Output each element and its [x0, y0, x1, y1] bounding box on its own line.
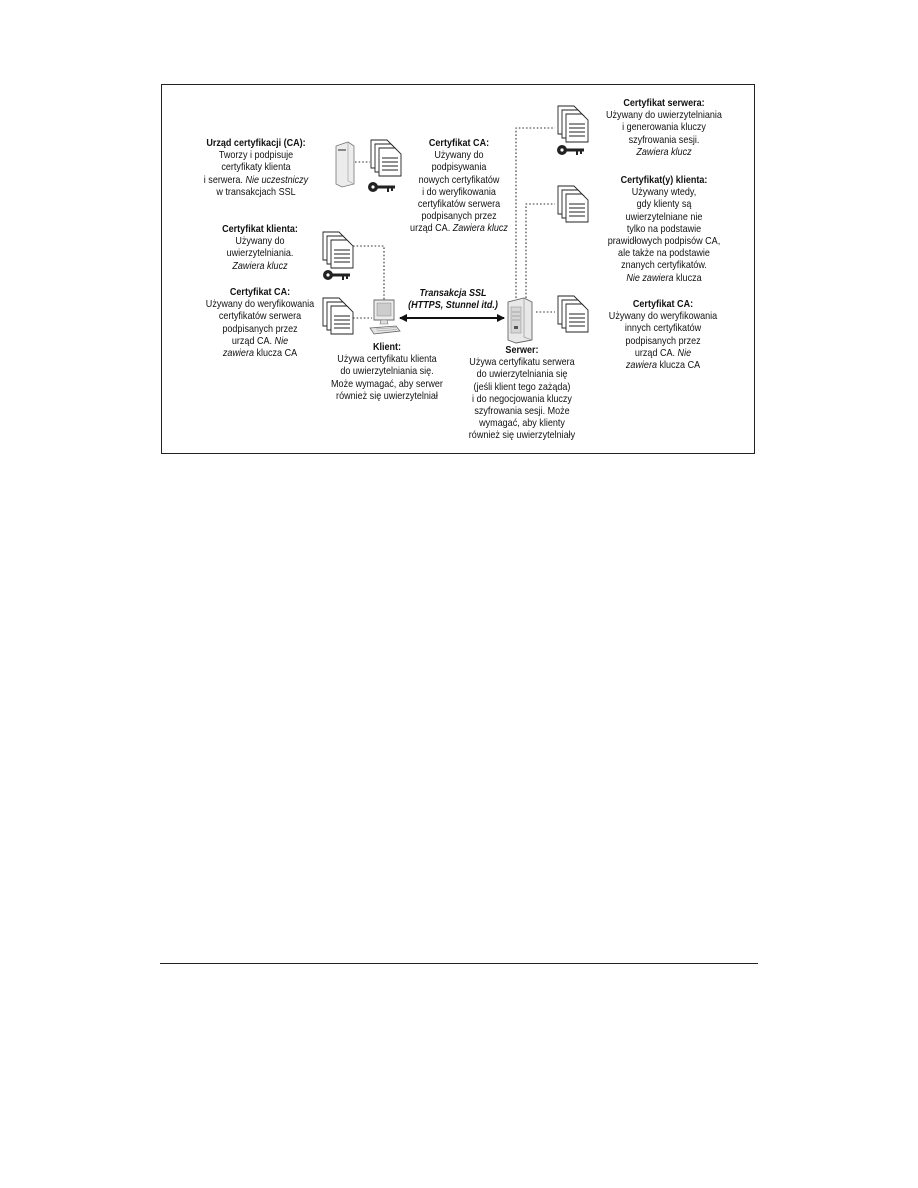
- ca-cert-top-line: urząd CA.: [410, 222, 453, 235]
- ca-authority-label: [196, 137, 316, 198]
- workstation-icon: [368, 298, 402, 338]
- ca-authority-emphasis: Nie uczestniczy: [245, 173, 309, 186]
- ca-cert-client-label: [203, 286, 317, 359]
- client-certs-known-line: prawidłowych podpisów CA,: [607, 235, 721, 248]
- footer-rule: [160, 963, 758, 964]
- ca-cert-server-line: urząd CA.: [634, 346, 678, 359]
- server-line: również się uwierzytelniały: [468, 429, 576, 442]
- client-certs-known-line: Używany wtedy,: [631, 186, 697, 199]
- server-cert-link-line: [516, 128, 555, 298]
- server-label: [464, 344, 581, 442]
- server-line: do uwierzytelniania się: [476, 368, 568, 381]
- key-icon: [367, 180, 397, 194]
- server-cert-emphasis: Zawiera klucz: [636, 145, 692, 158]
- client-cert-line: uwierzytelniania.: [226, 247, 294, 260]
- ca-cert-client-line: Używany do weryfikowania: [205, 298, 315, 311]
- ca-cert-client-line: urząd CA.: [231, 334, 275, 347]
- ca-cert-top-title: Certyfikat CA:: [428, 137, 490, 149]
- server-line: szyfrowania sesji. Może: [474, 405, 570, 418]
- document-stack-icon: [556, 184, 590, 224]
- ca-cert-server-label: [603, 298, 723, 371]
- ca-cert-server-emphasis: Nie: [677, 346, 692, 359]
- client-certs-known-line: znanych certyfikatów.: [621, 259, 707, 272]
- client-line: również się uwierzytelniał: [336, 389, 438, 402]
- key-icon: [556, 143, 586, 157]
- server-line: (jeśli klient tego zażąda): [473, 380, 571, 393]
- client-cert-link-line: [353, 246, 384, 300]
- ca-cert-client-line: klucza CA: [253, 347, 298, 360]
- client-certs-link-line: [526, 204, 555, 298]
- server-line: Używa certyfikatu serwera: [469, 356, 575, 369]
- ssl-transaction-line: Transakcja SSL: [419, 287, 487, 299]
- client-certs-known-line: gdy klienty są: [636, 198, 692, 211]
- ca-cert-server-line: innych certyfikatów: [624, 322, 702, 335]
- ca-cert-server-title: Certyfikat CA:: [632, 298, 694, 310]
- ssl-transaction-label: [405, 287, 501, 311]
- client-line: Używa certyfikatu klienta: [337, 353, 437, 366]
- client-certs-known-label: [602, 174, 726, 284]
- ca-authority-title: Urząd certyfikacji (CA):: [206, 137, 306, 149]
- server-cert-label: [602, 97, 726, 158]
- ca-cert-client-line: certyfikatów serwera: [218, 310, 302, 323]
- document-stack-icon: [556, 104, 590, 144]
- ca-cert-client-line: podpisanych przez: [222, 322, 298, 335]
- ca-cert-server-line: Używany do weryfikowania: [608, 310, 718, 323]
- ca-cert-client-title: Certyfikat CA:: [229, 286, 291, 298]
- ca-cert-top-line: nowych certyfikatów: [418, 173, 500, 186]
- client-title: Klient:: [372, 341, 402, 353]
- ca-cert-client-emphasis: zawiera: [222, 347, 254, 360]
- document-stack-icon: [321, 296, 355, 336]
- ca-cert-server-line: klucza CA: [656, 359, 701, 372]
- client-cert-emphasis: Zawiera klucz: [232, 259, 288, 272]
- ca-authority-line: w transakcjach SSL: [216, 185, 296, 198]
- ca-authority-line: certyfikaty klienta: [221, 161, 291, 174]
- client-cert-label: [214, 223, 307, 272]
- ca-cert-server-emphasis: zawiera: [625, 359, 657, 372]
- ca-cert-server-line: podpisanych przez: [625, 334, 701, 347]
- document-stack-icon: [321, 230, 355, 270]
- ca-cert-top-emphasis: Zawiera klucz: [452, 222, 508, 235]
- client-certs-known-line: ale także na podstawie: [618, 247, 710, 260]
- ca-authority-line: i serwera.: [203, 173, 246, 186]
- client-certs-known-emphasis: Nie zawiera: [626, 271, 674, 284]
- ssl-transaction-line: (HTTPS, Stunnel itd.): [408, 299, 498, 312]
- ca-authority-line: Tworzy i podpisuje: [218, 149, 294, 162]
- client-certs-known-title: Certyfikat(y) klienta:: [620, 174, 708, 186]
- client-certs-known-line: klucza: [673, 271, 702, 284]
- client-certs-known-line: tylko na podstawie: [626, 222, 702, 235]
- client-line: do uwierzytelniania się.: [340, 365, 434, 378]
- server-cert-line: szyfrowania sesji.: [628, 133, 700, 146]
- server-tower-icon: [332, 140, 356, 188]
- ca-cert-top-line: certyfikatów serwera: [417, 198, 501, 211]
- server-title: Serwer:: [505, 344, 539, 356]
- client-line: Może wymagać, aby serwer: [331, 377, 443, 390]
- client-label: [329, 341, 444, 402]
- client-cert-title: Certyfikat klienta:: [222, 223, 298, 235]
- ca-cert-client-emphasis: Nie: [274, 334, 289, 347]
- ca-cert-top-line: podpisanych przez: [421, 210, 497, 223]
- server-cert-line: Używany do uwierzytelniania: [606, 109, 722, 122]
- server-cert-line: i generowania kluczy: [622, 121, 706, 134]
- ca-cert-top-label: [408, 137, 509, 235]
- server-tower-icon: [504, 296, 536, 344]
- document-stack-icon: [556, 294, 590, 334]
- client-cert-line: Używany do: [235, 235, 285, 248]
- client-certs-known-line: uwierzytelniane nie: [625, 210, 703, 223]
- ca-cert-top-line: Używany do podpisywania: [431, 149, 487, 174]
- server-line: i do negocjowania kluczy: [472, 392, 572, 405]
- server-cert-title: Certyfikat serwera:: [623, 97, 705, 109]
- ca-cert-top-line: i do weryfikowania: [422, 185, 496, 198]
- key-icon: [322, 268, 352, 282]
- server-line: wymagać, aby klienty: [479, 417, 565, 430]
